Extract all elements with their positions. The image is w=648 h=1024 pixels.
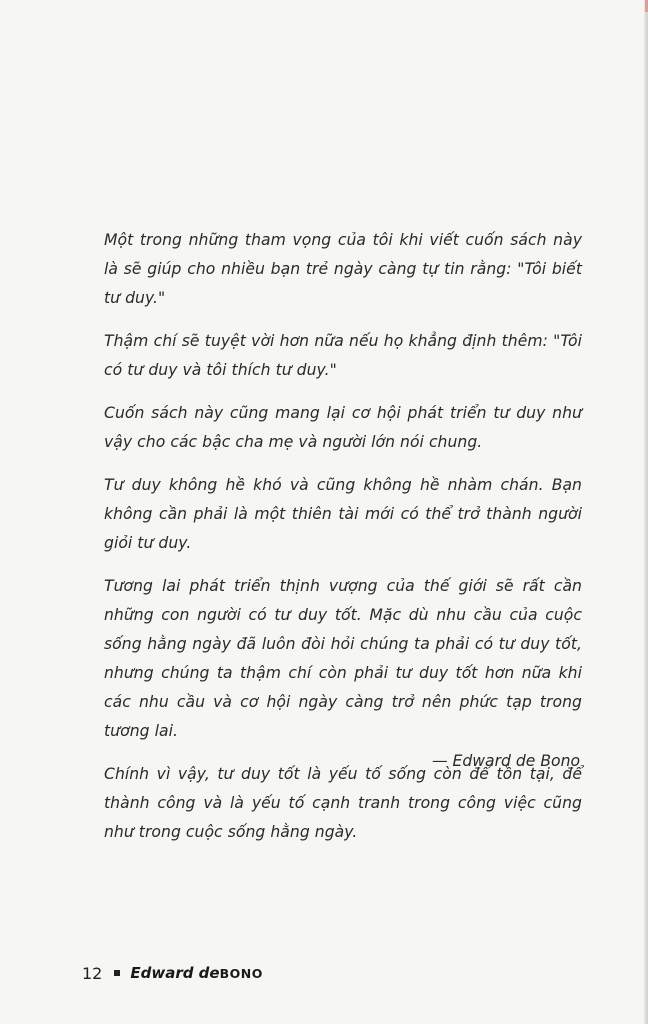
page-number: 12: [82, 963, 103, 983]
paragraph: Tương lai phát triển thịnh vượng của thế giới sẽ rất cần những con người có tư duy tốt. Mặc dù nhu cầu của cuộc sống hằng ngày đã luôn đòi hỏi chúng ta phải có tư duy tốt, nhưng chúng ta thậm chí còn phải tư duy tốt hơn nữa khi các nhu cầu và cơ hội ngày càng trở nên phức tạp trong tương lai.: [104, 577, 582, 740]
paragraph: Tư duy không hề khó và cũng không hề nhàm chán. Bạn không cần phải là một thiên tài mới có thể trở thành người giỏi tư duy.: [104, 476, 582, 552]
author-signature: — Edward de Bono: [432, 752, 580, 770]
square-bullet-icon: [114, 970, 120, 976]
page-footer: [82, 961, 263, 985]
paragraph: Chính vì vậy, tư duy tốt là yếu tố sống còn để tồn tại, để thành công và là yếu tố cạnh tranh trong công việc cũng như trong cuộc sống hằng ngày.: [104, 765, 582, 841]
paragraph: Thậm chí sẽ tuyệt vời hơn nữa nếu họ khẳng định thêm: "Tôi có tư duy và tôi thích tư duy.": [104, 332, 582, 379]
paragraph: Một trong những tham vọng của tôi khi viết cuốn sách này là sẽ giúp cho nhiều bạn trẻ ngày càng tự tin rằng: "Tôi biết tư duy.": [104, 231, 582, 307]
running-head-author-last: BONO: [219, 965, 263, 981]
paragraph: Cuốn sách này cũng mang lại cơ hội phát triển tư duy như vậy cho các bậc cha mẹ và người lớn nói chung.: [104, 404, 582, 451]
page-edge: [644, 0, 648, 1024]
running-head-author-first: Edward de: [130, 964, 220, 982]
